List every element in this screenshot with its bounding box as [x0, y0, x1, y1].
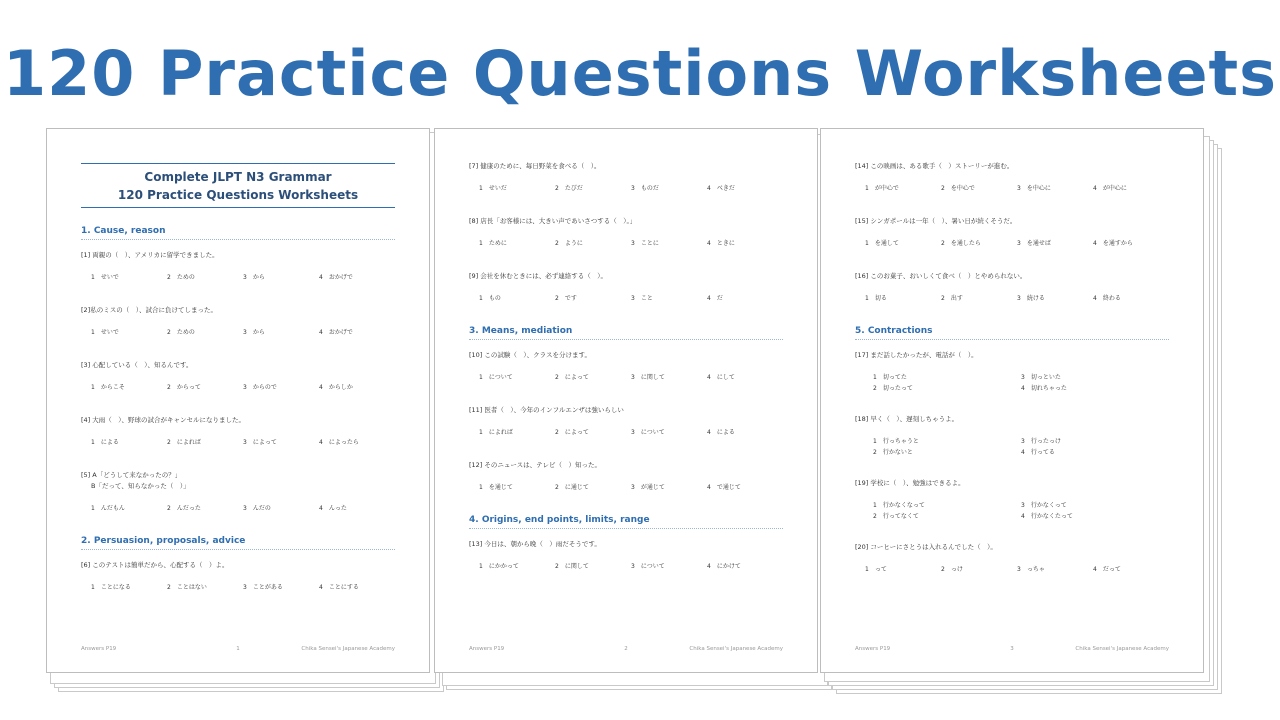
- answer-options: [479, 561, 783, 570]
- page-footer: Answers P19 1 Chika Sensei's Japanese Academy: [81, 646, 395, 652]
- answer-option: 2 たびだ: [555, 185, 583, 192]
- answer-option: 1 が中心で: [865, 185, 899, 192]
- answer-options: [91, 272, 395, 281]
- question-text: [17] まだ話したかったが、電話が（ ）。: [855, 351, 978, 359]
- answer-option: 3 を中心に: [1017, 185, 1051, 192]
- answer-option: 4 おかげで: [319, 274, 353, 281]
- question-text: [1] 両親の（ ）、アメリカに留学できました。: [81, 251, 219, 259]
- answer-options: [873, 500, 1169, 520]
- question-text: [5] A「どうして来なかったの？」: [81, 471, 182, 479]
- answer-option: 3 こと: [631, 295, 653, 302]
- answer-option: 1 んだもん: [91, 505, 125, 512]
- answer-option: 2 を中心で: [941, 185, 975, 192]
- answer-options: [865, 293, 1169, 302]
- answer-option: 3 ことに: [631, 240, 659, 247]
- document-title: Complete JLPT N3 Grammar 120 Practice Questions Worksheets: [81, 163, 395, 208]
- answer-option: 1 もの: [479, 295, 501, 302]
- answer-option: 3 から: [243, 274, 265, 281]
- answer-option: 4 にして: [707, 374, 735, 381]
- answer-option: 3 ことがある: [243, 584, 283, 591]
- answer-options: [91, 582, 395, 591]
- answer-option: 3 について: [631, 563, 665, 570]
- answer-option: 2 を通したら: [941, 240, 981, 247]
- question-text: [7] 健康のために、毎日野菜を食べる（ ）。: [469, 162, 601, 170]
- answer-option: 2 に通じて: [555, 484, 589, 491]
- answer-option: 2 出す: [941, 295, 963, 302]
- question-text: [3] 心配している（ ）、知るんです。: [81, 361, 193, 369]
- answer-options: [865, 238, 1169, 247]
- worksheet-page-2: [434, 128, 818, 673]
- answer-option: 2 によって: [555, 429, 589, 436]
- answer-option: 4 終わる: [1093, 295, 1121, 302]
- question-text: [20] コーヒーにさとうは入れるんでした（ ）。: [855, 543, 997, 551]
- answer-option: 4 行かなくたって: [1021, 513, 1073, 520]
- answer-option: 3 行かなくって: [1021, 502, 1067, 509]
- answer-option: 4 による: [707, 429, 735, 436]
- answer-option: 1 せいだ: [479, 185, 507, 192]
- answer-option: 1 って: [865, 566, 887, 573]
- answer-option: 1 について: [479, 374, 513, 381]
- question-text: [16] このお菓子、おいしくて食べ（ ）とやめられない。: [855, 272, 1027, 280]
- question-text-line2: B「だって、知らなかった（ ）」: [91, 482, 190, 490]
- answer-option: 3 切っといた: [1021, 374, 1061, 381]
- answer-option: 3 からので: [243, 384, 277, 391]
- answer-option: 4 行ってる: [1021, 449, 1055, 456]
- page-footer: Answers P19 2 Chika Sensei's Japanese Academy: [469, 646, 783, 652]
- question-text: [15] シンガポールは一年（ ）、暑い日が続くそうだ。: [855, 217, 1017, 225]
- answer-option: 1 を通じて: [479, 484, 513, 491]
- answer-options: [479, 293, 783, 302]
- answer-option: 3 んだの: [243, 505, 271, 512]
- answer-options: [479, 482, 783, 491]
- answer-option: 4 によったら: [319, 439, 359, 446]
- answer-option: 2 んだった: [167, 505, 201, 512]
- question-text: [6] このテストは簡単だから、心配する（ ）よ。: [81, 561, 229, 569]
- question-text: [13] 今日は、朝から晩（ ）雨だそうです。: [469, 540, 601, 548]
- worksheet-page-1: [46, 128, 430, 673]
- page-3-content: [855, 161, 1169, 573]
- question-text: [18] 早く（ ）、遅刻しちゃうよ。: [855, 415, 959, 423]
- answer-option: 2 ための: [167, 329, 195, 336]
- answer-option: 1 せいで: [91, 329, 119, 336]
- answer-option: 4 だ: [707, 295, 723, 302]
- answer-option: 2 行ってなくて: [873, 513, 919, 520]
- answer-option: 3 について: [631, 429, 665, 436]
- answer-option: 2 によれば: [167, 439, 201, 446]
- answer-option: 1 を通して: [865, 240, 899, 247]
- answer-options: [91, 382, 395, 391]
- answer-options: [91, 437, 395, 446]
- section-heading: 5. Contractions: [855, 326, 1169, 340]
- page-1-content: [81, 226, 395, 591]
- answer-options: [479, 427, 783, 436]
- answer-option: 2 切ったって: [873, 385, 913, 392]
- answer-option: 2 ことはない: [167, 584, 207, 591]
- answer-option: 1 切る: [865, 295, 887, 302]
- answer-option: 4 で通じて: [707, 484, 741, 491]
- answer-options: [865, 183, 1169, 192]
- answer-option: 4 ときに: [707, 240, 735, 247]
- answer-option: 2 です: [555, 295, 577, 302]
- answer-option: 3 っちゃ: [1017, 566, 1045, 573]
- question-text: [4] 大雨（ ）、野球の試合がキャンセルになりました。: [81, 416, 246, 424]
- worksheet-page-3: [820, 128, 1204, 673]
- answer-option: 1 からこそ: [91, 384, 125, 391]
- answer-option: 2 行かないと: [873, 449, 913, 456]
- question-text: [9] 会社を休むときには、必ず連絡する（ ）。: [469, 272, 608, 280]
- answer-option: 3 行ったっけ: [1021, 438, 1061, 445]
- answer-option: 4 おかげで: [319, 329, 353, 336]
- question-text: [14] この映画は、ある歌手（ ）ストーリーが進む。: [855, 162, 1014, 170]
- answer-option: 1 による: [91, 439, 119, 446]
- section-heading: 3. Means, mediation: [469, 326, 783, 340]
- answer-option: 3 が通じて: [631, 484, 665, 491]
- question-text: [8] 店長「お客様には、大きい声であいさつする（ ）。」: [469, 217, 637, 225]
- answer-options: [479, 372, 783, 381]
- answer-option: 4 にかけて: [707, 563, 741, 570]
- answer-option: 1 にかかって: [479, 563, 519, 570]
- answer-option: 4 べきだ: [707, 185, 735, 192]
- question-text: [12] そのニュースは、テレビ（ ）知った。: [469, 461, 601, 469]
- answer-option: 1 ために: [479, 240, 507, 247]
- answer-option: 1 行っちゃうと: [873, 438, 919, 445]
- answer-option: 3 によって: [243, 439, 277, 446]
- answer-option: 2 からって: [167, 384, 201, 391]
- question-text: [19] 学校に（ ）、勉強はできるよ。: [855, 479, 965, 487]
- page-2-content: [469, 161, 783, 570]
- question-text: [10] この試験（ ）、クラスを分けます。: [469, 351, 591, 359]
- answer-options: [873, 372, 1169, 392]
- answer-option: 3 から: [243, 329, 265, 336]
- answer-option: 1 行かなくなって: [873, 502, 925, 509]
- page-footer: Answers P19 3 Chika Sensei's Japanese Academy: [855, 646, 1169, 652]
- answer-option: 4 だって: [1093, 566, 1121, 573]
- answer-option: 4 切れちゃった: [1021, 385, 1067, 392]
- answer-options: [865, 564, 1169, 573]
- answer-options: [479, 238, 783, 247]
- answer-option: 4 を通すから: [1093, 240, 1133, 247]
- answer-option: 1 切ってた: [873, 374, 907, 381]
- answer-option: 4 が中心に: [1093, 185, 1127, 192]
- answer-options: [479, 183, 783, 192]
- section-heading: 2. Persuasion, proposals, advice: [81, 536, 395, 550]
- section-heading: 1. Cause, reason: [81, 226, 395, 240]
- answer-option: 1 によれば: [479, 429, 513, 436]
- section-heading: 4. Origins, end points, limits, range: [469, 515, 783, 529]
- answer-option: 4 ことにする: [319, 584, 359, 591]
- answer-option: 1 ことになる: [91, 584, 131, 591]
- answer-option: 3 続ける: [1017, 295, 1045, 302]
- headline: 120 Practice Questions Worksheets: [2, 37, 1278, 110]
- answer-option: 2 に関して: [555, 563, 589, 570]
- answer-option: 2 ための: [167, 274, 195, 281]
- answer-option: 2 っけ: [941, 566, 963, 573]
- answer-option: 4 んった: [319, 505, 347, 512]
- question-text: [2]私のミスの（ ）、試合に負けてしまった。: [81, 306, 217, 314]
- answer-options: [91, 327, 395, 336]
- answer-option: 3 に関して: [631, 374, 665, 381]
- answer-option: 4 からしか: [319, 384, 353, 391]
- answer-options: [873, 436, 1169, 456]
- answer-option: 3 を通せば: [1017, 240, 1051, 247]
- answer-options: [91, 503, 395, 512]
- answer-option: 2 によって: [555, 374, 589, 381]
- answer-option: 2 ように: [555, 240, 583, 247]
- answer-option: 1 せいで: [91, 274, 119, 281]
- answer-option: 3 ものだ: [631, 185, 659, 192]
- question-text: [11] 医者（ ）、今年のインフルエンザは強いらしい: [469, 406, 624, 414]
